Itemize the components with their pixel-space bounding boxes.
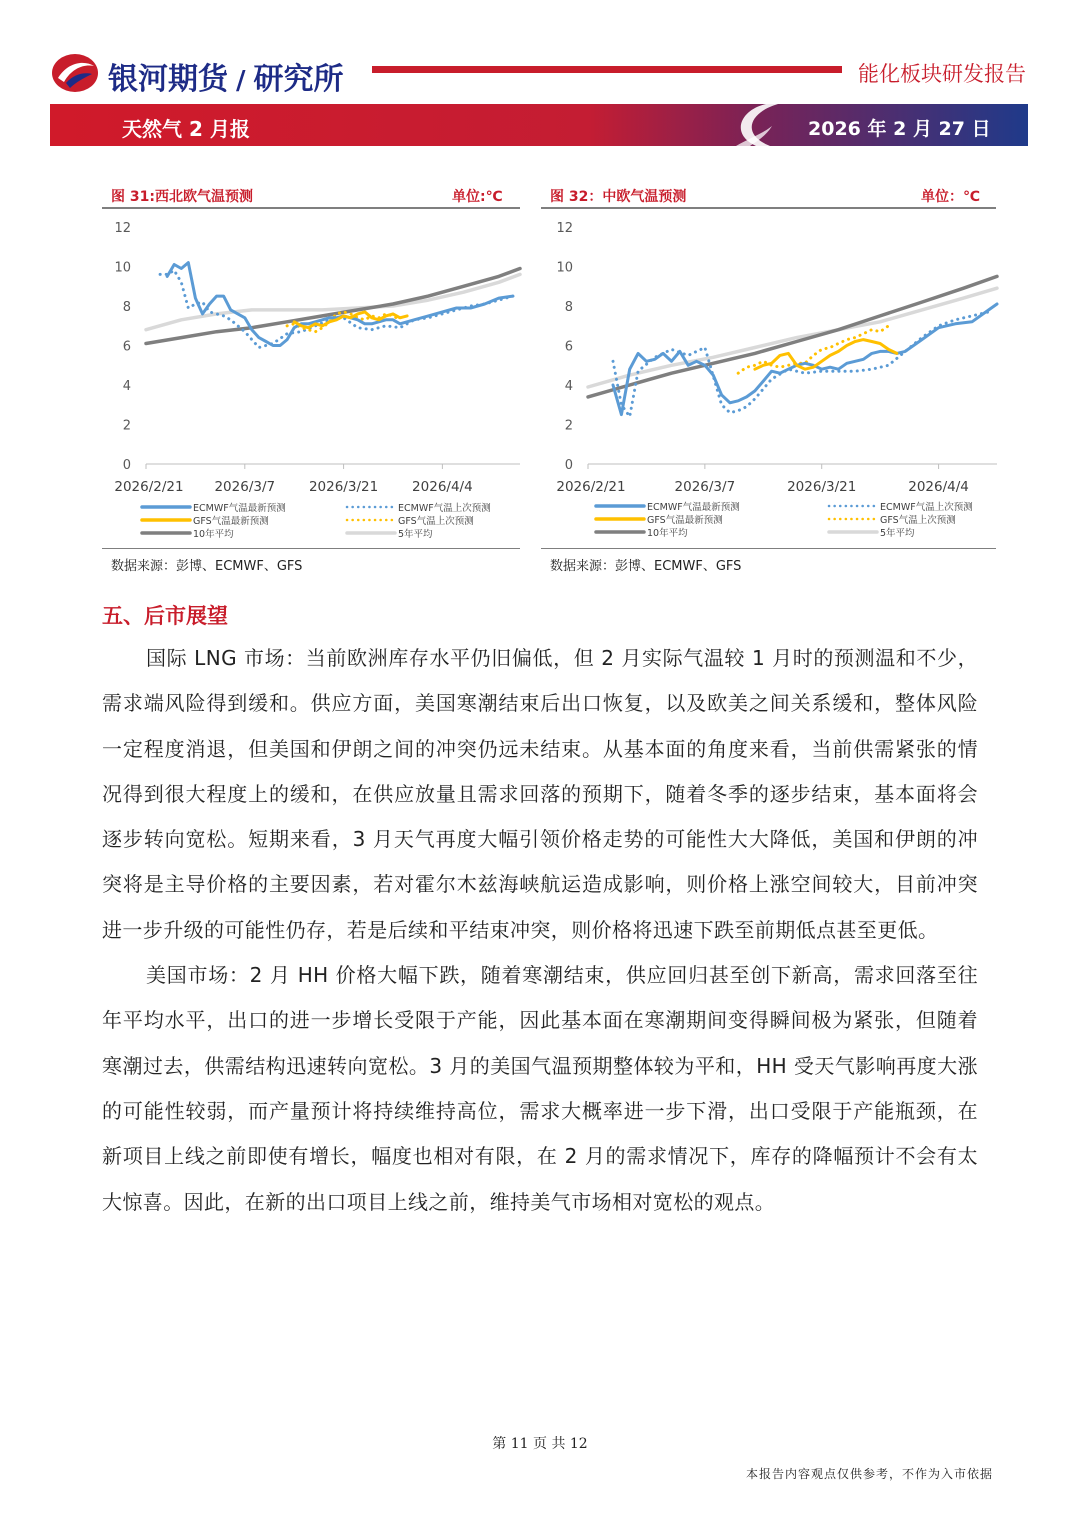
y-tick-label: 12 <box>556 221 573 236</box>
x-tick-label: 2026/3/7 <box>214 479 276 495</box>
legend-label: GFS气温最新预测 <box>647 515 723 526</box>
series-line-5 <box>588 276 997 397</box>
y-tick-label: 10 <box>114 260 131 276</box>
legend-label: 5年平均 <box>398 529 433 540</box>
y-tick-label: 2 <box>122 418 131 434</box>
page-number: 第 11 页 共 12 <box>492 1436 588 1452</box>
title-banner <box>50 104 1028 146</box>
chart-northwest-europe-temperature <box>102 212 522 544</box>
x-tick-label: 2026/3/21 <box>308 479 379 495</box>
series-line-6 <box>588 288 997 387</box>
legend-label: 10年平均 <box>647 528 688 539</box>
y-tick-label: 2 <box>564 418 573 434</box>
series-line-5 <box>146 269 520 344</box>
x-tick-label: 2026/2/21 <box>114 479 184 495</box>
y-tick-label: 4 <box>122 379 131 394</box>
series-line-1 <box>613 304 997 415</box>
legend-label: ECMWF气温上次预测 <box>880 502 973 513</box>
figure-32-source: 数据来源：彭博、ECMWF、GFS <box>550 559 742 574</box>
section-title: 五、后市展望 <box>102 604 228 628</box>
y-tick-label: 6 <box>564 339 573 355</box>
y-tick-label: 10 <box>556 260 573 276</box>
legend-label: GFS气温上次预测 <box>880 515 956 526</box>
disclaimer: 本报告内容观点仅供参考，不作为入市依据 <box>746 1467 994 1481</box>
x-tick-label: 2026/4/4 <box>908 479 969 495</box>
y-tick-label: 6 <box>122 339 131 355</box>
legend-label: 10年平均 <box>193 529 234 540</box>
y-tick-label: 0 <box>564 458 573 473</box>
figure-32-top-rule <box>541 207 996 209</box>
x-tick-label: 2026/3/7 <box>674 479 736 495</box>
header-red-rule <box>372 66 842 73</box>
y-tick-label: 0 <box>122 458 131 473</box>
legend-label: ECMWF气温最新预测 <box>193 503 286 514</box>
company-name: 银河期货 / 研究所 <box>108 62 344 97</box>
figure-31-title: 图 31:西北欧气温预测 <box>111 189 253 205</box>
legend-label: 5年平均 <box>880 528 915 539</box>
x-tick-label: 2026/3/21 <box>787 479 857 495</box>
figure-31-bottom-rule <box>102 548 520 549</box>
legend-label: GFS气温上次预测 <box>398 516 474 527</box>
legend-label: GFS气温最新预测 <box>193 516 269 527</box>
x-tick-label: 2026/2/21 <box>556 479 626 495</box>
figure-31-top-rule <box>102 207 520 209</box>
paragraph-us: 美国市场：2 月 HH 价格大幅下跌，随着寒潮结束，供应回归甚至创下新高，需求回落至往年平均水平，出口的进一步增长受限于产能，因此基本面在寒潮期间变得瞬间极为紧张，但随着寒潮过去，供需结构迅速转向宽松。3 月的美国气温预期整体较为平和，HH 受天气影响再度大涨的可能性较弱，而产量预计将持续维持高位，需求大概率进一步下滑，出口受限于产能瓶颈，在新项目上线之前即使有增长，幅度也相对有限，在 2 月的需求情况下，库存的降幅预计不会有太大惊喜。因此，在新的出口项目上线之前，维持美气市场相对宽松的观点。 <box>102 963 978 1214</box>
y-tick-label: 8 <box>564 300 573 315</box>
figure-32-unit: 单位：℃ <box>921 189 980 205</box>
banner-title: 天然气 2 月报 <box>122 117 250 141</box>
report-type: 能化板块研发报告 <box>858 62 1026 86</box>
paragraph-lng: 国际 LNG 市场：当前欧洲库存水平仍旧偏低，但 2 月实际气温较 1 月时的预测温和不少，需求端风险得到缓和。供应方面，美国寒潮结束后出口恢复，以及欧美之间关系缓和，整体风险一定程度消退，但美国和伊朗之间的冲突仍远未结束。从基本面的角度来看，当前供需紧张的情况得到很大程度上的缓和，在供应放量且需求回落的预期下，随着冬季的逐步结束，基本面将会逐步转向宽松。短期来看，3 月天气再度大幅引领价格走势的可能性大大降低，美国和伊朗的冲突将是主导价格的主要因素，若对霍尔木兹海峡航运造成影响，则价格上涨空间较大，目前冲突进一步升级的可能性仍存，若是后续和平结束冲突，则价格将迅速下跌至前期低点甚至更低。 <box>102 646 978 942</box>
legend-label: ECMWF气温上次预测 <box>398 503 491 514</box>
figure-32-bottom-rule <box>541 548 996 549</box>
y-tick-label: 4 <box>564 379 573 394</box>
chart-central-europe-temperature <box>541 212 999 544</box>
figure-32-title: 图 32：中欧气温预测 <box>550 189 687 205</box>
figure-31-source: 数据来源：彭博、ECMWF、GFS <box>111 559 303 574</box>
x-tick-label: 2026/4/4 <box>412 479 473 495</box>
legend-label: ECMWF气温最新预测 <box>647 502 740 513</box>
y-tick-label: 12 <box>114 221 131 236</box>
figure-31-unit: 单位:℃ <box>452 189 503 205</box>
company-logo-icon <box>50 52 100 94</box>
banner-date: 2026 年 2 月 27 日 <box>808 118 991 140</box>
y-tick-label: 8 <box>122 300 131 315</box>
section-body <box>102 636 978 1225</box>
